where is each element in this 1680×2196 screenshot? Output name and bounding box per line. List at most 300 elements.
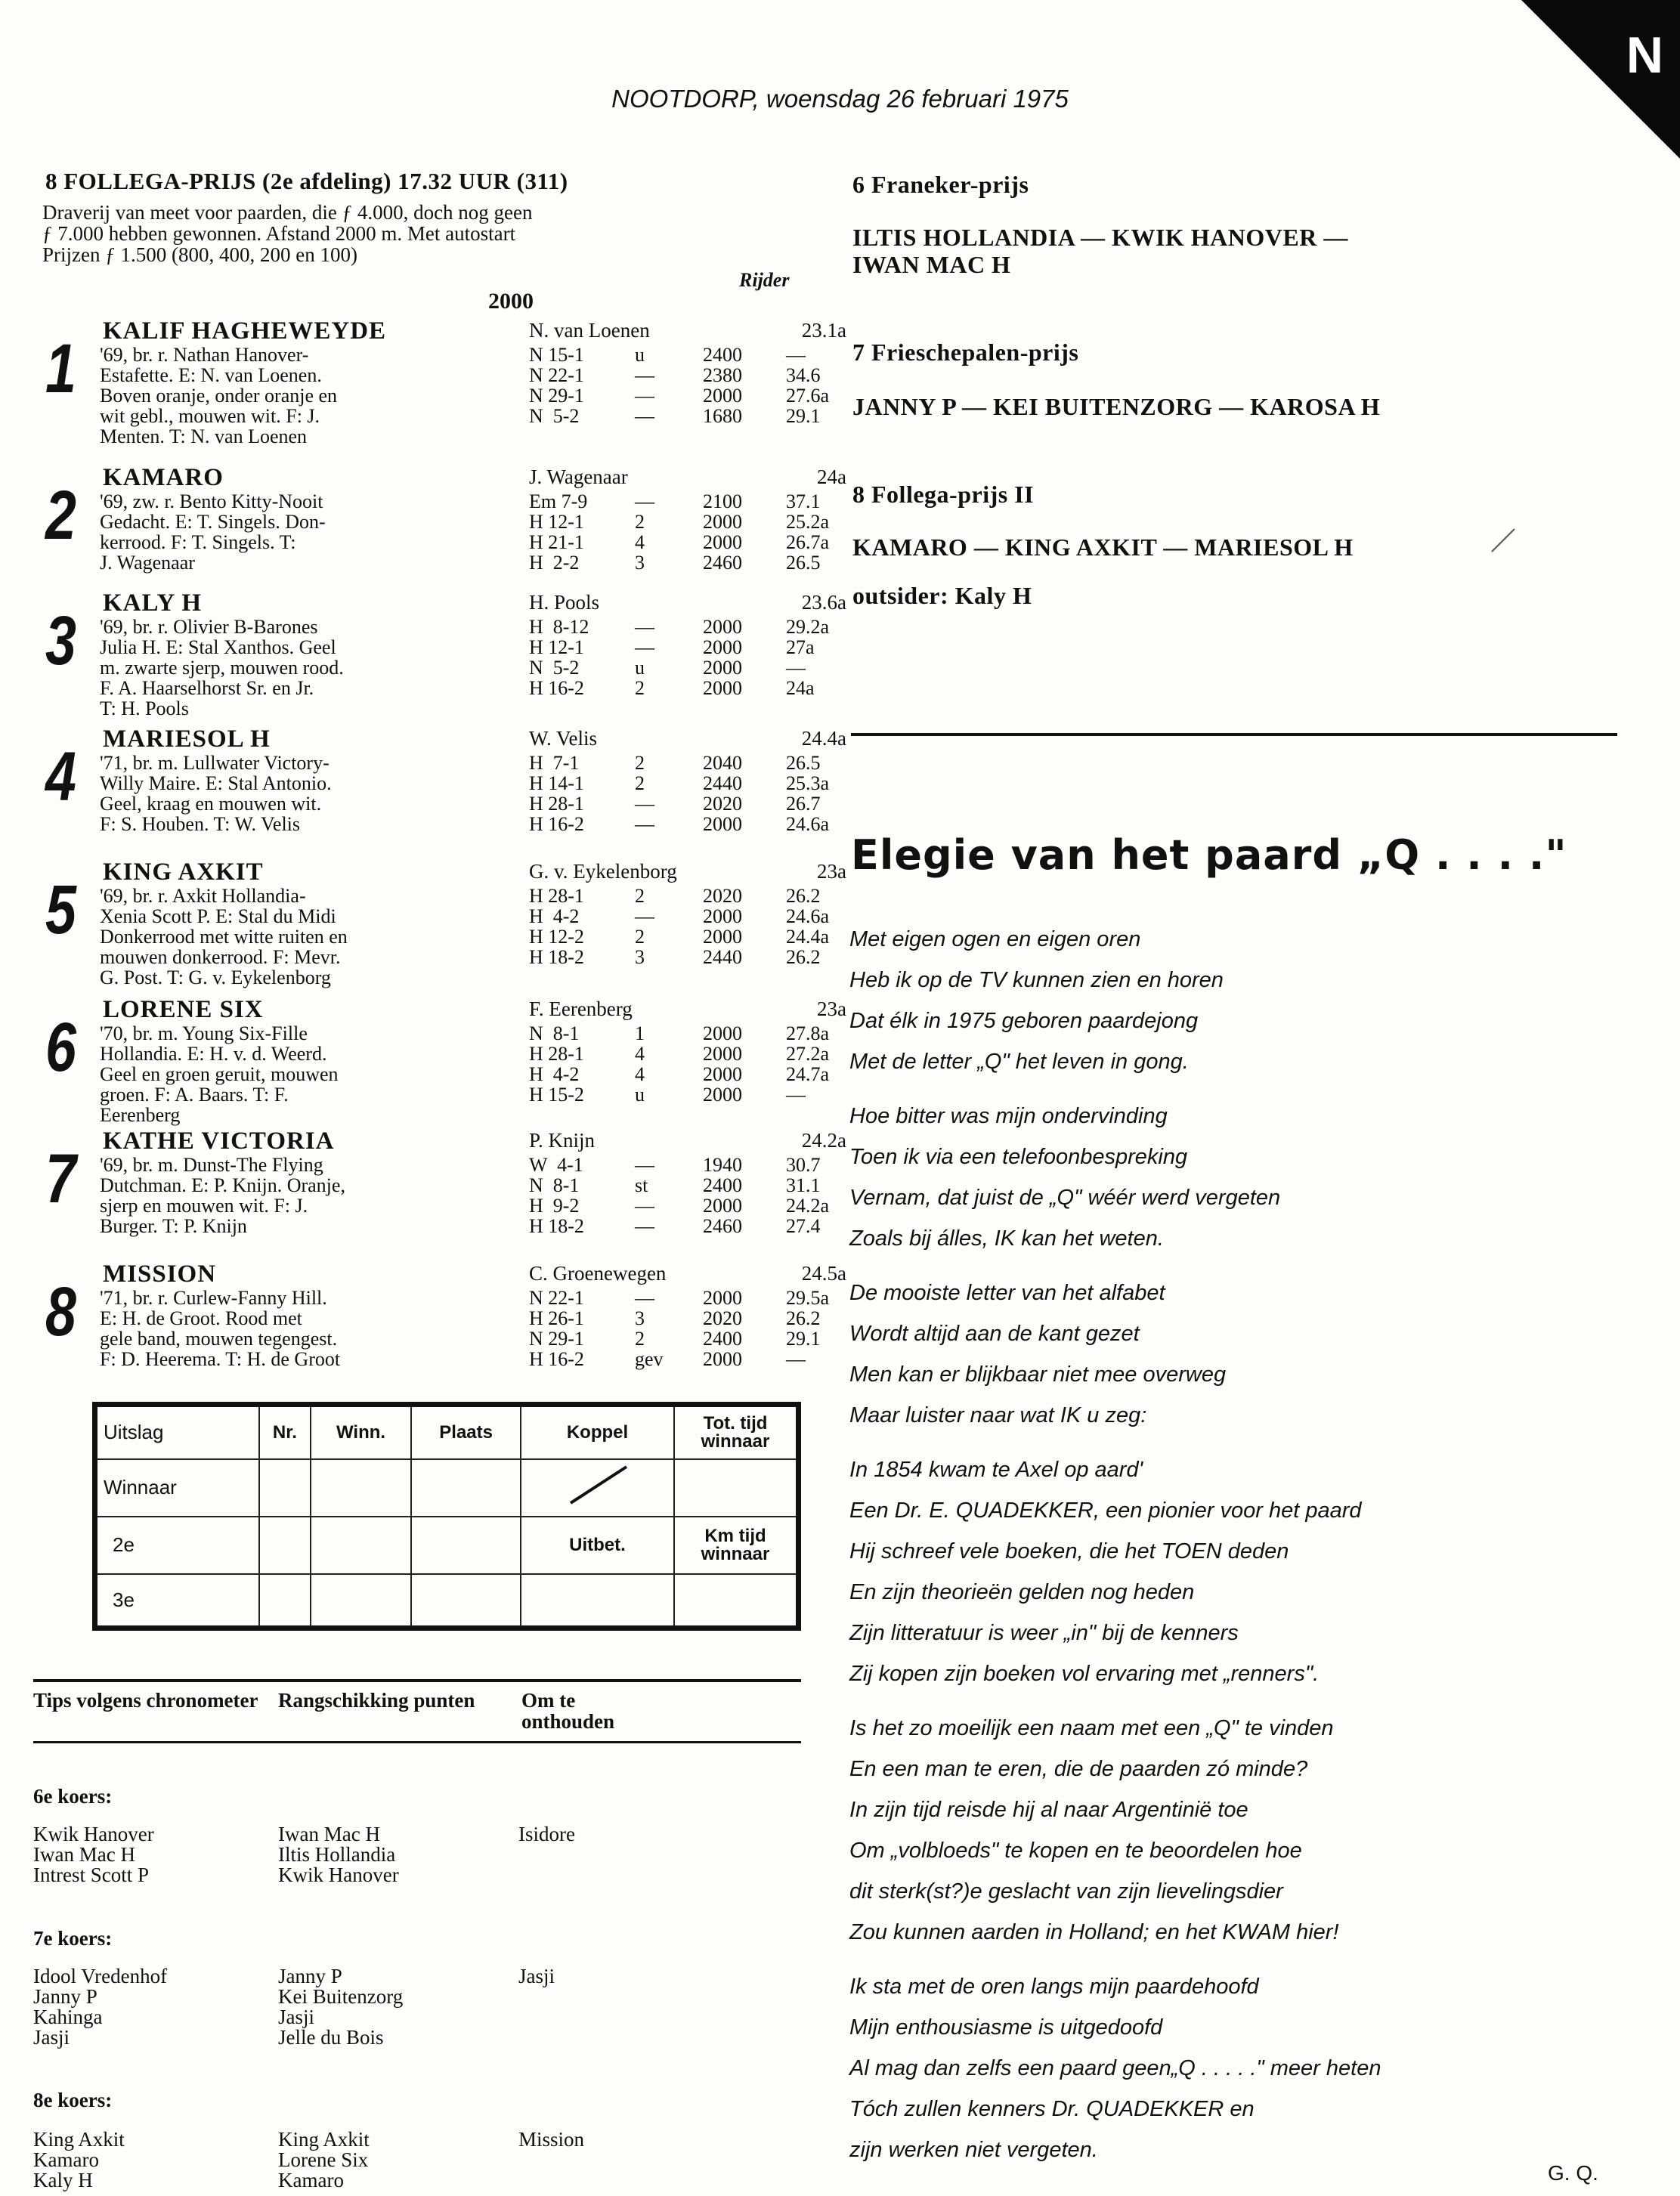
horse-driver: N. van Loenen	[529, 319, 650, 342]
performance-row	[529, 512, 854, 532]
performance-cell: H 12-2	[529, 926, 584, 948]
performance-cell: H 28-1	[529, 1043, 584, 1065]
performance-cell: H 2-2	[529, 552, 580, 574]
performance-cell: 3	[635, 1307, 645, 1329]
result-cell[interactable]	[411, 1574, 521, 1628]
result-cell[interactable]	[411, 1459, 521, 1517]
performance-cell: u	[635, 1084, 645, 1106]
performance-cell: W 4-1	[529, 1154, 583, 1176]
horse-performances	[529, 886, 854, 967]
slash-mark	[560, 1462, 636, 1508]
performance-row	[529, 1155, 854, 1175]
result-header: Winn.	[311, 1405, 412, 1459]
horse-driver: F. Eerenberg	[529, 997, 633, 1020]
performance-cell: 2000	[703, 1348, 742, 1370]
horse-number: 2	[45, 477, 76, 554]
performance-cell: N 15-1	[529, 344, 584, 366]
performance-cell: 2	[635, 677, 645, 699]
horse-number: 6	[45, 1009, 76, 1086]
horse-number: 8	[45, 1273, 76, 1350]
horse-driver-line	[529, 465, 854, 489]
condition-line: ƒ 7.000 hebben gewonnen. Afstand 2000 m. Met autostart	[42, 222, 516, 245]
horse-number: 7	[45, 1140, 76, 1217]
horse-driver-line	[529, 1129, 854, 1152]
horse-name: KATHE VICTORIA	[103, 1127, 335, 1155]
performance-cell: —	[635, 616, 654, 638]
performance-row	[529, 1349, 854, 1369]
performance-row	[529, 678, 854, 698]
result-header: Plaats	[411, 1405, 521, 1459]
poem-line: Wordt altijd aan de kant gezet	[849, 1322, 1140, 1346]
poem-line: Tóch zullen kenners Dr. QUADEKKER en	[849, 2097, 1255, 2121]
horse-record: 24a	[817, 465, 846, 488]
horse-performances	[529, 1023, 854, 1105]
performance-cell: 2460	[703, 1215, 742, 1237]
horse-number: 4	[45, 738, 76, 815]
performance-row	[529, 1216, 854, 1236]
elegy-title: Elegie van het paard „Q . . . ."	[851, 831, 1567, 879]
performance-row	[529, 1044, 854, 1064]
result-cell[interactable]	[259, 1574, 311, 1628]
result-row-label: 2e	[95, 1517, 260, 1574]
performance-cell: 26.5	[786, 752, 821, 774]
performance-cell: N 29-1	[529, 385, 584, 407]
prediction-title: 8 Follega-prijs II	[852, 481, 1035, 508]
horse-driver-line	[529, 1262, 854, 1285]
horse-driver-line	[529, 860, 854, 883]
performance-cell: 26.7a	[786, 531, 830, 553]
koers-label: 7e koers:	[33, 1927, 113, 1950]
horse-driver: C. Groenewegen	[529, 1262, 667, 1285]
poem-line: Mijn enthousiasme is uitgedoofd	[849, 2015, 1163, 2040]
tips-header: Om te onthouden	[521, 1689, 615, 1733]
poem-line: Zoals bij álles, IK kan het weten.	[849, 1226, 1164, 1251]
performance-row	[529, 886, 854, 906]
horse-name: MISSION	[103, 1260, 217, 1288]
performance-cell: —	[786, 1348, 806, 1370]
performance-cell: 3	[635, 552, 645, 574]
result-cell[interactable]	[674, 1459, 799, 1517]
performance-row	[529, 365, 854, 385]
performance-cell: 2000	[703, 1287, 742, 1309]
performance-cell: 37.1	[786, 490, 821, 512]
performance-cell: Em 7-9	[529, 490, 588, 512]
performance-cell: 27.2a	[786, 1043, 830, 1065]
divider	[33, 1741, 801, 1743]
horse-driver: J. Wagenaar	[529, 465, 628, 488]
dateline: NOOTDORP, woensdag 26 februari 1975	[611, 85, 1069, 113]
horse-number: 3	[45, 602, 76, 679]
elegy-poem	[849, 919, 1381, 2184]
performance-cell: 2020	[703, 885, 742, 907]
performance-row	[529, 1023, 854, 1044]
stanza	[849, 1096, 1381, 1259]
tips-rangschikking: Iwan Mac H Iltis Hollandia Kwik Hanover	[278, 1823, 399, 1886]
performance-cell: 24.6a	[786, 813, 830, 835]
poem-line: Zou kunnen aarden in Holland; en het KWAM hier!	[849, 1920, 1339, 1944]
tips-header: Rangschikking punten	[278, 1689, 475, 1712]
performance-cell: N 22-1	[529, 364, 584, 386]
performance-cell: 1680	[703, 405, 742, 427]
poem-line: Met de letter „Q" het leven in gong.	[849, 1050, 1189, 1074]
performance-cell: H 15-2	[529, 1084, 584, 1106]
condition-line: Draverij van meet voor paarden, die ƒ 4.000, doch nog geen	[42, 201, 533, 224]
performance-cell: 24.6a	[786, 905, 830, 927]
performance-row	[529, 947, 854, 967]
performance-row	[529, 345, 854, 365]
performance-cell: —	[635, 385, 654, 407]
performance-row	[529, 385, 854, 406]
horse-name: KING AXKIT	[103, 858, 264, 886]
condition-line: Prijzen ƒ 1.500 (800, 400, 200 en 100)	[42, 243, 357, 266]
performance-cell: 2000	[703, 1063, 742, 1085]
tips-chronometer: King Axkit Kamaro Kaly H	[33, 2128, 125, 2191]
performance-cell: 24.2a	[786, 1195, 830, 1217]
poem-line: De mooiste letter van het alfabet	[849, 1281, 1165, 1305]
performance-cell: 2400	[703, 344, 742, 366]
performance-cell: 2460	[703, 552, 742, 574]
performance-cell: 3	[635, 946, 645, 968]
poem-line: En een man te eren, die de paarden zó minde?	[849, 1757, 1308, 1781]
pen-stroke-mark	[1489, 524, 1519, 555]
poem-line: Men kan er blijkbaar niet mee overweg	[849, 1362, 1227, 1387]
performance-cell: H 16-2	[529, 813, 584, 835]
performance-cell: 2000	[703, 511, 742, 533]
poem-line: Hij schreef vele boeken, die het TOEN deden	[849, 1539, 1289, 1563]
poem-line: Heb ik op de TV kunnen zien en horen	[849, 968, 1224, 992]
koers-label: 8e koers:	[33, 2089, 113, 2111]
performance-cell: 2000	[703, 1043, 742, 1065]
performance-cell: 25.3a	[786, 772, 830, 794]
horse-record: 24.4a	[801, 727, 846, 750]
horse-description: '69, zw. r. Bento Kitty-Nooit Gedacht. E: T. Singels. Don- kerrood. F: T. Singels. T: J. Wagenaar	[100, 490, 326, 574]
result-cell[interactable]	[411, 1517, 521, 1574]
km-tijd-label: Km tijd winnaar	[674, 1517, 799, 1574]
performance-cell: —	[635, 490, 654, 512]
performance-cell: 2000	[703, 677, 742, 699]
performance-cell: 2000	[703, 905, 742, 927]
performance-cell: 27.4	[786, 1215, 821, 1237]
horse-name: KALIF HAGHEWEYDE	[103, 317, 387, 345]
performance-cell: 2440	[703, 772, 742, 794]
horse-driver: H. Pools	[529, 591, 600, 614]
performance-cell: 2000	[703, 926, 742, 948]
poem-line: Om „volbloeds" te kopen en te beoordelen hoe	[849, 1839, 1302, 1863]
performance-cell: 4	[635, 531, 645, 553]
poem-line: Zij kopen zijn boeken vol ervaring met „renners".	[849, 1662, 1320, 1686]
performance-cell: N 29-1	[529, 1328, 584, 1350]
performance-cell: N 5-2	[529, 657, 580, 679]
performance-cell: H 26-1	[529, 1307, 584, 1329]
result-cell[interactable]	[311, 1574, 412, 1628]
performance-cell: 26.2	[786, 1307, 821, 1329]
horse-record: 24.5a	[801, 1262, 846, 1285]
poem-line: Een Dr. E. QUADEKKER, een pionier voor het paard	[849, 1499, 1362, 1523]
performance-row	[529, 926, 854, 947]
performance-row	[529, 1328, 854, 1349]
performance-cell: —	[635, 364, 654, 386]
horse-record: 23a	[817, 860, 846, 883]
poem-line: Maar luister naar wat IK u zeg:	[849, 1403, 1147, 1427]
performance-cell: gev	[635, 1348, 664, 1370]
horse-name: MARIESOL H	[103, 725, 271, 753]
horse-performances	[529, 1288, 854, 1369]
tips-onthouden: Isidore	[518, 1823, 575, 1845]
performance-cell: N 5-2	[529, 405, 580, 427]
performance-cell: —	[635, 1215, 654, 1237]
horse-name: KAMARO	[103, 464, 224, 491]
performance-cell: H 21-1	[529, 531, 584, 553]
horse-driver-line	[529, 727, 854, 750]
koppel-slash-cell	[521, 1459, 674, 1517]
outsider-tip: outsider: Kaly H	[852, 582, 1032, 609]
result-table	[92, 1402, 801, 1631]
race-conditions	[42, 202, 813, 265]
performance-cell: 2440	[703, 946, 742, 968]
performance-cell: 24.4a	[786, 926, 830, 948]
result-row-label: Winnaar	[95, 1459, 260, 1517]
performance-row	[529, 1064, 854, 1084]
performance-cell: 2000	[703, 636, 742, 658]
performance-cell: H 16-2	[529, 677, 584, 699]
performance-cell: 25.2a	[786, 511, 830, 533]
tips-onthouden: Mission	[518, 2128, 585, 2151]
horse-description: '69, br. r. Nathan Hanover- Estafette. E: N. van Loenen. Boven oranje, onder oranje en wit gebl., mouwen wit. F: J. Menten. T: N. van Loenen	[100, 344, 338, 447]
tips-chronometer: Idool Vredenhof Janny P Kahinga Jasji	[33, 1965, 168, 2049]
result-cell[interactable]	[311, 1517, 412, 1574]
stanza	[849, 1449, 1381, 1694]
performance-cell: N 8-1	[529, 1022, 580, 1044]
prediction-pick: JANNY P — KEI BUITENZORG — KAROSA H	[852, 393, 1381, 420]
performance-cell: 2	[635, 752, 645, 774]
result-cell[interactable]	[521, 1574, 674, 1628]
performance-cell: 2	[635, 926, 645, 948]
performance-cell: —	[635, 793, 654, 815]
distance-label: 2000	[488, 289, 534, 314]
horse-record: 23a	[817, 997, 846, 1020]
performance-cell: 1	[635, 1022, 645, 1044]
performance-cell: —	[635, 905, 654, 927]
performance-cell: 29.2a	[786, 616, 830, 638]
poem-line: zijn werken niet vergeten.	[849, 2138, 1098, 2162]
result-row-label: 3e	[95, 1574, 260, 1628]
performance-cell: N 22-1	[529, 1287, 584, 1309]
poem-line: Toen ik via een telefoonbespreking	[849, 1145, 1188, 1169]
horse-description: '71, br. r. Curlew-Fanny Hill. E: H. de Groot. Rood met gele band, mouwen tegengest. F: D. Heerema. T: H. de Groot	[100, 1287, 341, 1370]
performance-cell: 1940	[703, 1154, 742, 1176]
performance-cell: —	[635, 813, 654, 835]
poem-line: Zijn litteratuur is weer „in" bij de kenners	[849, 1621, 1239, 1645]
performance-cell: 29.1	[786, 1328, 821, 1350]
divider	[851, 733, 1617, 736]
performance-cell: 2	[635, 1328, 645, 1350]
performance-cell: H 14-1	[529, 772, 584, 794]
horse-record: 23.6a	[801, 591, 846, 614]
performance-cell: 26.7	[786, 793, 821, 815]
performance-cell: —	[635, 1195, 654, 1217]
result-cell[interactable]	[674, 1574, 799, 1628]
horse-driver: P. Knijn	[529, 1129, 596, 1152]
poem-line: En zijn theorieën gelden nog heden	[849, 1580, 1195, 1604]
performance-cell: st	[635, 1174, 648, 1196]
horse-performances	[529, 345, 854, 426]
horse-driver-line	[529, 319, 854, 342]
result-cell[interactable]	[311, 1459, 412, 1517]
performance-cell: N 8-1	[529, 1174, 580, 1196]
horse-record: 24.2a	[801, 1129, 846, 1152]
performance-cell: H 7-1	[529, 752, 580, 774]
poem-line: Is het zo moeilijk een naam met een „Q" te vinden	[849, 1716, 1334, 1740]
result-cell[interactable]	[259, 1517, 311, 1574]
performance-cell: 34.6	[786, 364, 821, 386]
performance-cell: H 9-2	[529, 1195, 580, 1217]
performance-row	[529, 406, 854, 426]
tips-chronometer: Kwik Hanover Iwan Mac H Intrest Scott P	[33, 1823, 154, 1886]
performance-cell: 2000	[703, 813, 742, 835]
performance-cell: 2400	[703, 1328, 742, 1350]
performance-cell: 2	[635, 511, 645, 533]
performance-cell: 2000	[703, 1195, 742, 1217]
horse-performances	[529, 753, 854, 834]
performance-cell: 2	[635, 885, 645, 907]
tips-rangschikking: King Axkit Lorene Six Kamaro	[278, 2128, 370, 2191]
performance-cell: 27.6a	[786, 385, 830, 407]
performance-cell: —	[635, 636, 654, 658]
performance-row	[529, 491, 854, 512]
result-cell[interactable]	[259, 1459, 311, 1517]
result-header: Uitslag	[95, 1405, 260, 1459]
performance-cell: 2000	[703, 616, 742, 638]
performance-row	[529, 532, 854, 552]
performance-cell: 26.2	[786, 885, 821, 907]
performance-cell: 24.7a	[786, 1063, 830, 1085]
performance-cell: 2000	[703, 1084, 742, 1106]
performance-cell: —	[786, 1084, 806, 1106]
performance-cell: —	[786, 657, 806, 679]
horse-performances	[529, 491, 854, 573]
horse-number: 1	[45, 330, 76, 407]
poem-line: dit sterk(st?)e geslacht van zijn lievelingsdier	[849, 1879, 1283, 1904]
performance-cell: 2	[635, 772, 645, 794]
performance-row	[529, 1308, 854, 1328]
section-letter: N	[1626, 26, 1663, 84]
performance-cell: H 12-1	[529, 511, 584, 533]
horse-description: '69, br. r. Axkit Hollandia- Xenia Scott P. E: Stal du Midi Donkerrood met witte ruiten en mouwen donkerrood. F: Mevr. G. Post. T: G. v. Eykelenborg	[100, 885, 348, 988]
horse-description: '69, br. m. Dunst-The Flying Dutchman. E: P. Knijn. Oranje, sjerp en mouwen wit. F: J. Burger. T: P. Knijn	[100, 1154, 345, 1237]
performance-cell: H 8-12	[529, 616, 589, 638]
horse-description: '70, br. m. Young Six-Fille Hollandia. E: H. v. d. Weerd. Geel en groen geruit, mouwen groen. F: A. Baars. T: F. Eerenberg	[100, 1022, 339, 1126]
horse-name: LORENE SIX	[103, 996, 264, 1023]
signature: G. Q.	[1548, 2161, 1598, 2185]
performance-row	[529, 657, 854, 678]
performance-row	[529, 637, 854, 657]
performance-cell: 2000	[703, 385, 742, 407]
performance-cell: 2100	[703, 490, 742, 512]
horse-number: 5	[45, 871, 76, 948]
performance-row	[529, 773, 854, 793]
tips-rangschikking: Janny P Kei Buitenzorg Jasji Jelle du Bois	[278, 1965, 404, 2049]
horse-record: 23.1a	[801, 319, 846, 342]
performance-cell: H 28-1	[529, 885, 584, 907]
prediction-pick: ILTIS HOLLANDIA — KWIK HANOVER — IWAN MAC H	[852, 224, 1348, 278]
prediction-title: 6 Franeker-prijs	[852, 171, 1029, 198]
horse-performances	[529, 617, 854, 698]
poem-line: In 1854 kwam te Axel op aard'	[849, 1458, 1143, 1482]
performance-cell: H 18-2	[529, 946, 584, 968]
stanza	[849, 919, 1381, 1082]
performance-cell: 29.1	[786, 405, 821, 427]
performance-cell: 2020	[703, 793, 742, 815]
divider	[33, 1679, 801, 1682]
horse-driver-line	[529, 591, 854, 614]
performance-cell: 26.2	[786, 946, 821, 968]
race-title: 8 FOLLEGA-PRIJS (2e afdeling) 17.32 UUR (311)	[45, 168, 568, 194]
performance-cell: u	[635, 657, 645, 679]
performance-cell: u	[635, 344, 645, 366]
performance-cell: —	[786, 344, 806, 366]
horse-driver: W. Velis	[529, 727, 598, 750]
poem-line: Ik sta met de oren langs mijn paardehoofd	[849, 1975, 1259, 1999]
horse-name: KALY H	[103, 589, 203, 617]
performance-cell: 2000	[703, 531, 742, 553]
poem-line: Vernam, dat juist de „Q" wéér werd vergeten	[849, 1186, 1281, 1210]
performance-cell: 2000	[703, 1022, 742, 1044]
tips-header: Tips volgens chronometer	[33, 1689, 258, 1712]
performance-row	[529, 906, 854, 926]
tips-onthouden: Jasji	[518, 1965, 555, 1987]
uitbet-label: Uitbet.	[521, 1517, 674, 1574]
performance-row	[529, 1175, 854, 1195]
performance-cell: 29.5a	[786, 1287, 830, 1309]
prediction-title: 7 Frieschepalen-prijs	[852, 339, 1079, 366]
performance-cell: 27.8a	[786, 1022, 830, 1044]
performance-cell: 27a	[786, 636, 815, 658]
rijder-label: Rijder	[739, 269, 790, 291]
result-header: Nr.	[259, 1405, 311, 1459]
stanza	[849, 1708, 1381, 1953]
performance-cell: 4	[635, 1043, 645, 1065]
performance-cell: 2400	[703, 1174, 742, 1196]
stanza	[849, 1273, 1381, 1436]
performance-row	[529, 1195, 854, 1216]
performance-row	[529, 1084, 854, 1105]
poem-line: Dat élk in 1975 geboren paardejong	[849, 1009, 1199, 1033]
horse-description: '71, br. m. Lullwater Victory- Willy Maire. E: Stal Antonio. Geel, kraag en mouwen wit. F: S. Houben. T: W. Velis	[100, 752, 332, 835]
poem-line: In zijn tijd reisde hij al naar Argentinië toe	[849, 1798, 1248, 1822]
performance-row	[529, 617, 854, 637]
koers-label: 6e koers:	[33, 1785, 113, 1808]
performance-cell: 26.5	[786, 552, 821, 574]
result-header: Koppel	[521, 1405, 674, 1459]
performance-cell: 2040	[703, 752, 742, 774]
performance-cell: H 18-2	[529, 1215, 584, 1237]
performance-cell: —	[635, 405, 654, 427]
horse-performances	[529, 1155, 854, 1236]
horse-driver: G. v. Eykelenborg	[529, 860, 677, 883]
performance-cell: H 12-1	[529, 636, 584, 658]
poem-line: Met eigen ogen en eigen oren	[849, 927, 1141, 951]
poem-line: Hoe bitter was mijn ondervinding	[849, 1104, 1168, 1128]
performance-cell: H 28-1	[529, 793, 584, 815]
performance-cell: 31.1	[786, 1174, 821, 1196]
performance-cell: —	[635, 1154, 654, 1176]
performance-row	[529, 793, 854, 814]
result-header: Tot. tijd winnaar	[674, 1405, 799, 1459]
horse-driver-line	[529, 997, 854, 1021]
performance-cell: —	[635, 1287, 654, 1309]
performance-row	[529, 1288, 854, 1308]
performance-cell: 2380	[703, 364, 742, 386]
